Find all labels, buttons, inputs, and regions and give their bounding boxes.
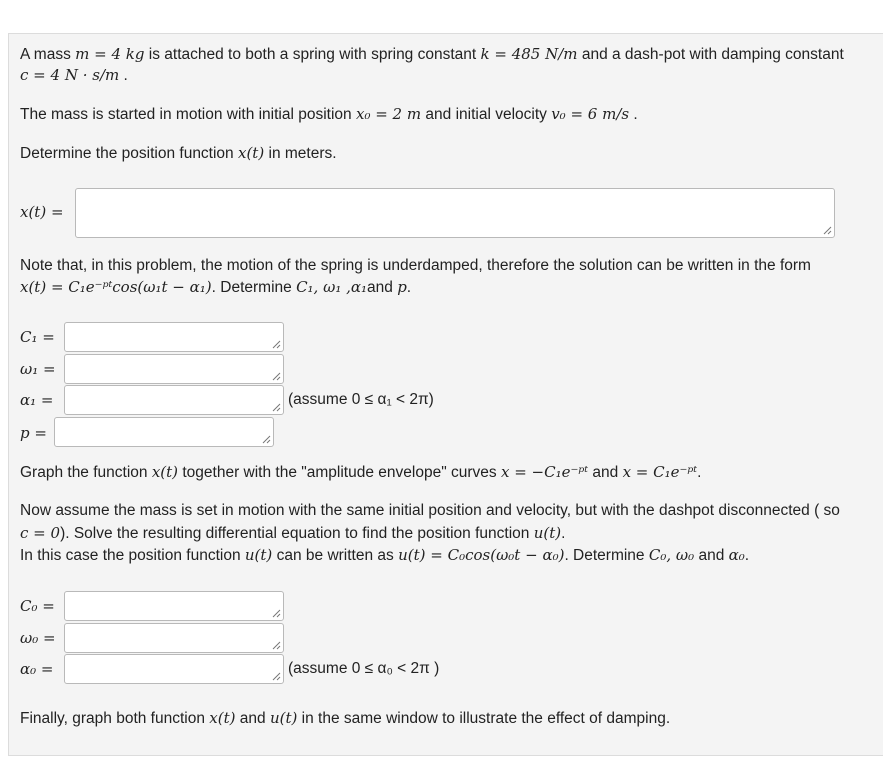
- resize-handle-icon[interactable]: [262, 435, 271, 444]
- a1-label: α₁ =: [20, 391, 54, 409]
- w0-input[interactable]: [64, 623, 284, 653]
- resize-handle-icon[interactable]: [272, 672, 281, 681]
- a0-input[interactable]: [64, 654, 284, 684]
- w1-label: ω₁ =: [20, 360, 56, 378]
- initial-conditions-text: The mass is started in motion with initial position x₀ = 2 m and initial velocity v₀ = 6 m/s .: [20, 105, 638, 123]
- question-panel: [8, 33, 883, 756]
- undamped-text-line-2: c = 0). Solve the resulting differential equation to find the position function u(t).: [20, 524, 566, 542]
- resize-handle-icon[interactable]: [272, 372, 281, 381]
- resize-handle-icon[interactable]: [272, 641, 281, 650]
- xt-input[interactable]: [75, 188, 835, 238]
- final-graph-text: Finally, graph both function x(t) and u(t) in the same window to illustrate the effect of damping.: [20, 709, 671, 727]
- undamped-text-line-1: Now assume the mass is set in motion with the same initial position and velocity, but with the dashpot disconnected ( so: [20, 502, 840, 519]
- underdamped-note-line-1: Note that, in this problem, the motion of the spring is underdamped, therefore the solution can be written in the form: [20, 257, 811, 274]
- c1-input[interactable]: [64, 322, 284, 352]
- undamped-form-text: In this case the position function u(t) can be written as u(t) = C₀cos(ω₀t − α₀). Determine C₀, ω₀ and α₀.: [20, 546, 750, 564]
- problem-statement-line-2: c = 4 N · s/m .: [20, 66, 128, 84]
- resize-handle-icon[interactable]: [272, 609, 281, 618]
- determine-position-text: Determine the position function x(t) in meters.: [20, 144, 337, 162]
- xt-label: x(t) =: [20, 203, 64, 221]
- c0-input[interactable]: [64, 591, 284, 621]
- graph-envelope-text: Graph the function x(t) together with the "amplitude envelope" curves x = −C₁e⁻ᵖᵗ and x = C₁e⁻ᵖᵗ.: [20, 463, 702, 481]
- p-label: p =: [20, 424, 47, 442]
- c0-label: C₀ =: [20, 597, 55, 615]
- a0-label: α₀ =: [20, 660, 54, 678]
- a1-input[interactable]: [64, 385, 284, 415]
- w1-input[interactable]: [64, 354, 284, 384]
- problem-statement-line-1: A mass m = 4 kg is attached to both a spring with spring constant k = 485 N/m and a dash-pot with damping constant: [20, 45, 844, 63]
- resize-handle-icon[interactable]: [823, 226, 832, 235]
- resize-handle-icon[interactable]: [272, 403, 281, 412]
- a1-range-note: (assume 0 ≤ α₁ < 2π): [288, 391, 434, 408]
- p-input[interactable]: [54, 417, 274, 447]
- c1-label: C₁ =: [20, 328, 55, 346]
- a0-range-note: (assume 0 ≤ α₀ < 2π ): [288, 660, 440, 677]
- resize-handle-icon[interactable]: [272, 340, 281, 349]
- w0-label: ω₀ =: [20, 629, 56, 647]
- underdamped-note-line-2: x(t) = C₁e⁻ᵖᵗcos(ω₁t − α₁). Determine C₁, ω₁ ,α₁and p.: [20, 278, 412, 296]
